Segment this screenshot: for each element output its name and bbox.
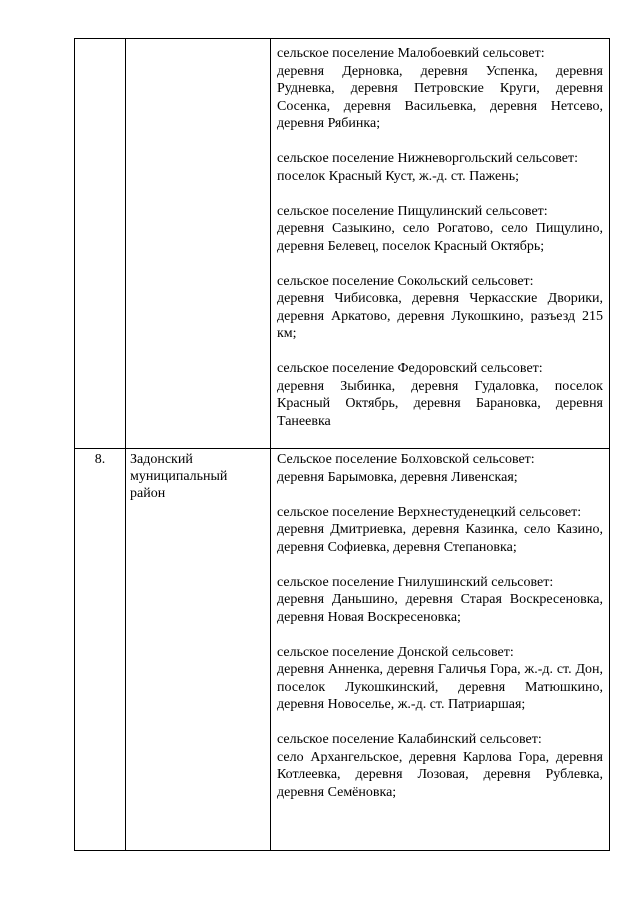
settlement-entry (277, 644, 603, 714)
settlement-head: сельское поселение Верхнестуденецкий сельсовет: (277, 504, 582, 520)
district-name (126, 39, 271, 449)
settlement-entry (277, 451, 603, 486)
settlement-body: деревня Дмитриевка, деревня Казинка, село Казино, деревня Софиевка, деревня Степановка; (277, 522, 603, 555)
settlement-head: сельское поселение Гнилушинский сельсовет: (277, 574, 554, 590)
settlement-list (271, 449, 610, 851)
row-number (75, 39, 126, 449)
settlement-body: деревня Дерновка, деревня Успенка, деревня Рудневка, деревня Петровские Круги, деревня Сосенка, деревня Васильевка, деревня Нетсево, деревня Рябинка; (277, 63, 603, 131)
settlement-head: сельское поселение Нижневоргольский сельсовет: (277, 151, 579, 166)
settlement-entry (277, 203, 603, 256)
district-name: Задонский муниципальный район (126, 449, 271, 851)
settlement-head: сельское поселение Федоровский сельсовет: (277, 361, 543, 376)
table-row (75, 449, 610, 851)
settlement-body: деревня Даньшино, деревня Старая Воскресеновка, деревня Новая Воскресеновка; (277, 592, 603, 625)
settlement-list (271, 39, 610, 449)
settlement-head: сельское поселение Сокольский сельсовет: (277, 273, 534, 289)
settlement-entry (277, 504, 603, 557)
settlement-body: деревня Чибисовка, деревня Черкасские Дворики, деревня Аркатово, деревня Лукошкино, разъезд 215 км; (277, 291, 603, 341)
settlement-head: сельское поселение Калабинский сельсовет: (277, 732, 542, 747)
settlement-body: село Архангельское, деревня Карлова Гора, деревня Котлеевка, деревня Лозовая, деревня Рублевка, деревня Семёновка; (277, 749, 603, 800)
settlement-entry (277, 273, 603, 343)
settlement-body: деревня Анненка, деревня Галичья Гора, ж.-д. ст. Дон, поселок Лукошкинский, деревня Матюшкино, деревня Новоселье, ж.-д. ст. Патриаршая; (277, 662, 603, 712)
table-row (75, 39, 610, 449)
settlement-body: деревня Барымовка, деревня Ливенская; (277, 469, 518, 485)
settlement-head: сельское поселение Пищулинский сельсовет: (277, 203, 548, 219)
settlement-head: сельское поселение Малобоевкий сельсовет: (277, 46, 545, 61)
settlement-body: деревня Сазыкино, село Рогатово, село Пищулино, деревня Белевец, поселок Красный Октябрь; (277, 221, 603, 254)
settlement-body: поселок Красный Куст, ж.-д. ст. Пажень; (277, 168, 519, 184)
settlement-head: Сельское поселение Болховской сельсовет: (277, 452, 535, 467)
settlement-entry (277, 574, 603, 627)
settlement-entry (277, 45, 603, 133)
settlement-entry (277, 150, 603, 185)
settlement-entry (277, 360, 603, 430)
settlements-table (74, 38, 610, 851)
settlement-body: деревня Зыбинка, деревня Гудаловка, поселок Красный Октябрь, деревня Барановка, деревня Танеевка (277, 378, 603, 429)
row-number: 8. (75, 449, 126, 851)
settlement-head: сельское поселение Донской сельсовет: (277, 644, 514, 660)
settlement-entry (277, 731, 603, 801)
